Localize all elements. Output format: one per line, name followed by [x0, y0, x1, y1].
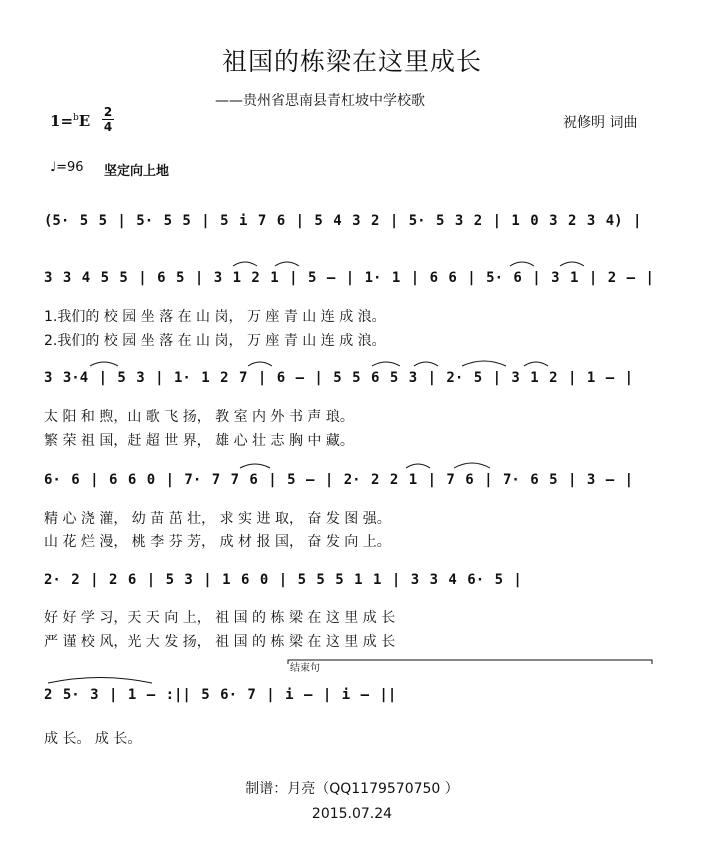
expression-marking: 坚定向上地: [104, 164, 170, 179]
song-subtitle: ——贵州省思南县青杠坡中学校歌: [215, 93, 425, 109]
notation-line-intro: (5· 5 5 | 5· 5 5 | 5 i 7 6 | 5 4 3 2 | 5· 5 3 2 | 1 0 3 2 3 4) |: [44, 213, 642, 229]
time-signature: 2 4: [103, 105, 113, 134]
notation-line-5: 2 5· 3 | 1 – :|| 5 6· 7 | i – | i – ||: [44, 687, 397, 703]
lyrics-line-4-verse-1: 好 好 学 习，天 天 向 上， 祖 国 的 栋 梁 在 这 里 成 长: [44, 610, 396, 626]
lyrics-line-3-verse-1: 精 心 浇 灌， 幼 苗 茁 壮， 求 实 进 取， 奋 发 图 强。: [44, 511, 391, 527]
authors: 祝修明 词曲: [563, 115, 638, 131]
lyrics-line-1-verse-1: 1.我们的 校 园 坐 落 在 山 岗， 万 座 青 山 连 成 浪。: [44, 309, 386, 325]
notation-line-2: 3 3·4 | 5 3 | 1· 1 2 7 | 6 – | 5 5 6 5 3 | 2· 5 | 3 1 2 | 1 – |: [44, 370, 634, 386]
lyrics-line-2-verse-2: 繁 荣 祖 国，赶 超 世 界， 雄 心 壮 志 胸 中 藏。: [44, 433, 354, 449]
notation-line-3: 6· 6 | 6 6 0 | 7· 7 7 6 | 5 – | 2· 2 2 1 | 7 6 | 7· 6 5 | 3 – |: [44, 472, 634, 488]
notation-line-1: 3 3 4 5 5 | 6 5 | 3 1 2 1 | 5 – | 1· 1 | 6 6 | 5· 6 | 3 1 | 2 – |: [44, 270, 654, 286]
key-signature: 1=$^b$E: [50, 112, 91, 130]
ending-marker: 结束句: [290, 663, 320, 674]
transcription-date: 2015.07.24: [311, 806, 393, 822]
lyrics-line-2-verse-1: 太 阳 和 煦，山 歌 飞 扬， 教 室 内 外 书 声 琅。: [44, 409, 354, 425]
lyrics-line-4-verse-2: 严 谨 校 风，光 大 发 扬， 祖 国 的 栋 梁 在 这 里 成 长: [44, 634, 396, 650]
notation-line-4: 2· 2 | 2 6 | 5 3 | 1 6 0 | 5 5 5 1 1 | 3 3 4 6· 5 |: [44, 572, 522, 588]
song-title: 祖国的栋梁在这里成长: [221, 47, 482, 76]
lyrics-line-3-verse-2: 山 花 烂 漫， 桃 李 芬 芳， 成 材 报 国， 奋 发 向 上。: [44, 534, 391, 550]
lyrics-line-5: 成 长。 成 长。: [44, 731, 142, 747]
lyrics-line-1-verse-2: 2.我们的 校 园 坐 落 在 山 岗， 万 座 青 山 连 成 浪。: [44, 333, 386, 349]
transcriber-credit: 制谱：月亮（QQ1179570750 ）: [245, 781, 459, 797]
tempo-marking: ♩=96: [50, 160, 84, 175]
